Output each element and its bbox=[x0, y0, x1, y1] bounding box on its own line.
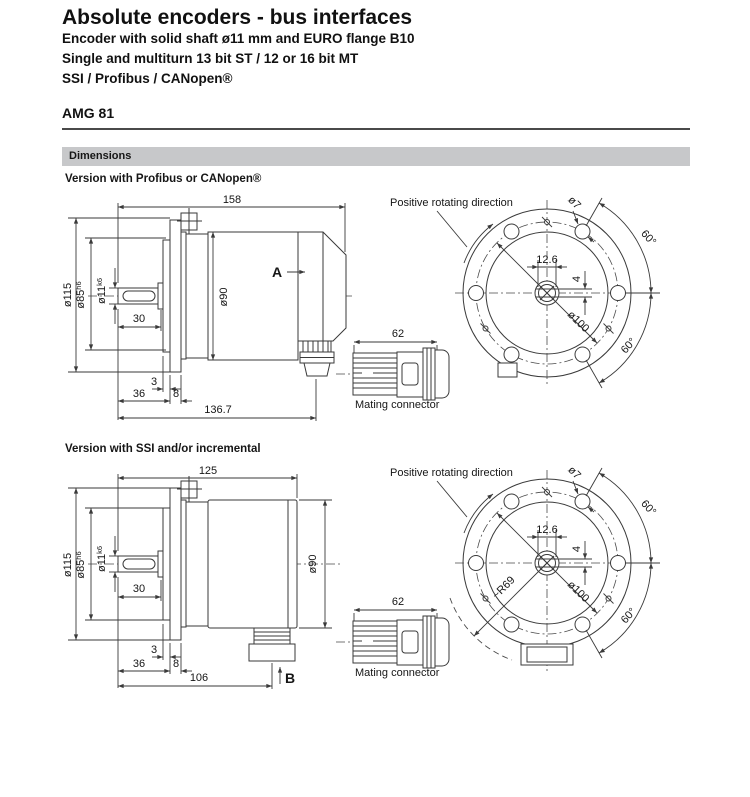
dim-mount-length: 106 bbox=[189, 672, 209, 684]
rear-cap bbox=[298, 232, 346, 341]
rotation-direction-label: Positive rotating direction bbox=[390, 467, 513, 479]
heading-ssi-version: Version with SSI and/or incremental bbox=[65, 443, 261, 455]
section-a-label: A bbox=[272, 264, 283, 280]
dim-swing-radius: ~R69 bbox=[490, 574, 518, 602]
dim-shaft-length: 30 bbox=[132, 583, 146, 595]
dim-shaft-length: 30 bbox=[132, 313, 146, 325]
mating-connector-ssi bbox=[336, 596, 449, 679]
side-view-ssi bbox=[88, 476, 340, 686]
dim-collar-dia: $ø85^{h6}$ bbox=[74, 551, 87, 579]
dim-key-width: 12.6 bbox=[536, 254, 558, 266]
dim-hole-dia: ø7 bbox=[565, 194, 583, 212]
dim-angle-top: 60° bbox=[638, 497, 659, 519]
subtitle-bits: Single and multiturn 13 bit ST / 12 or 16 bit MT bbox=[62, 51, 359, 66]
heading-profibus-version: Version with Profibus or CANopen® bbox=[65, 173, 262, 185]
subtitle-bus: SSI / Profibus / CANopen® bbox=[62, 71, 233, 86]
dim-flange-thickness: 8 bbox=[172, 388, 180, 400]
dim-angle-bottom: 60° bbox=[618, 605, 639, 627]
dim-connector-length: 62 bbox=[391, 328, 405, 340]
header-rule bbox=[62, 128, 690, 130]
dim-flange-dia: ø115 bbox=[62, 552, 74, 578]
dim-front-length: 36 bbox=[132, 658, 146, 670]
ssi-drawing bbox=[55, 460, 700, 705]
dim-flange-thickness: 8 bbox=[172, 658, 180, 670]
dim-angle-top: 60° bbox=[638, 227, 659, 249]
model-name: AMG 81 bbox=[62, 105, 115, 121]
dim-shaft-dia: $ø11^{k6}$ bbox=[95, 277, 108, 305]
mating-connector-profibus bbox=[336, 328, 449, 411]
dim-bolt-circle: ø100 bbox=[564, 308, 592, 335]
dim-mount-length: 136.7 bbox=[204, 404, 232, 416]
connector-label: Mating connector bbox=[355, 667, 440, 679]
dim-total-length: 125 bbox=[198, 465, 218, 477]
page-title: Absolute encoders - bus interfaces bbox=[62, 6, 413, 29]
dim-collar-step: 3 bbox=[150, 644, 158, 656]
gland-tab-rear bbox=[498, 363, 517, 377]
dimensions-section-bar: Dimensions bbox=[62, 147, 690, 166]
rotation-arrow bbox=[464, 224, 493, 263]
dim-connector-length: 62 bbox=[391, 596, 405, 608]
dim-key-depth: 4 bbox=[571, 275, 583, 283]
dim-shaft-dia: $ø11^{k6}$ bbox=[95, 545, 108, 573]
dim-collar-step: 3 bbox=[150, 376, 158, 388]
view-b-label: B bbox=[285, 670, 296, 686]
dim-body-dia: ø90 bbox=[218, 287, 230, 307]
profibus-drawing bbox=[55, 190, 700, 435]
dim-total-length: 158 bbox=[222, 194, 242, 206]
cable-gland bbox=[300, 341, 334, 376]
connector-tab-rear bbox=[521, 644, 573, 665]
rotation-arrow bbox=[464, 494, 493, 533]
subtitle-shaft: Encoder with solid shaft ø11 mm and EURO flange B10 bbox=[62, 31, 415, 46]
dim-body-dia: ø90 bbox=[307, 554, 319, 574]
dim-key-depth: 4 bbox=[571, 545, 583, 553]
radial-connector bbox=[249, 628, 295, 661]
dim-angle-bottom: 60° bbox=[618, 335, 639, 357]
side-view-profibus bbox=[88, 208, 352, 376]
dim-front-length: 36 bbox=[132, 388, 146, 400]
dim-collar-dia: $ø85^{h6}$ bbox=[74, 281, 87, 309]
dim-key-width: 12.6 bbox=[536, 524, 558, 536]
dim-bolt-circle: ø100 bbox=[564, 578, 592, 605]
dim-flange-dia: ø115 bbox=[62, 282, 74, 308]
connector-label: Mating connector bbox=[355, 399, 440, 411]
rotation-direction-label: Positive rotating direction bbox=[390, 197, 513, 209]
dim-hole-dia: ø7 bbox=[565, 464, 583, 482]
